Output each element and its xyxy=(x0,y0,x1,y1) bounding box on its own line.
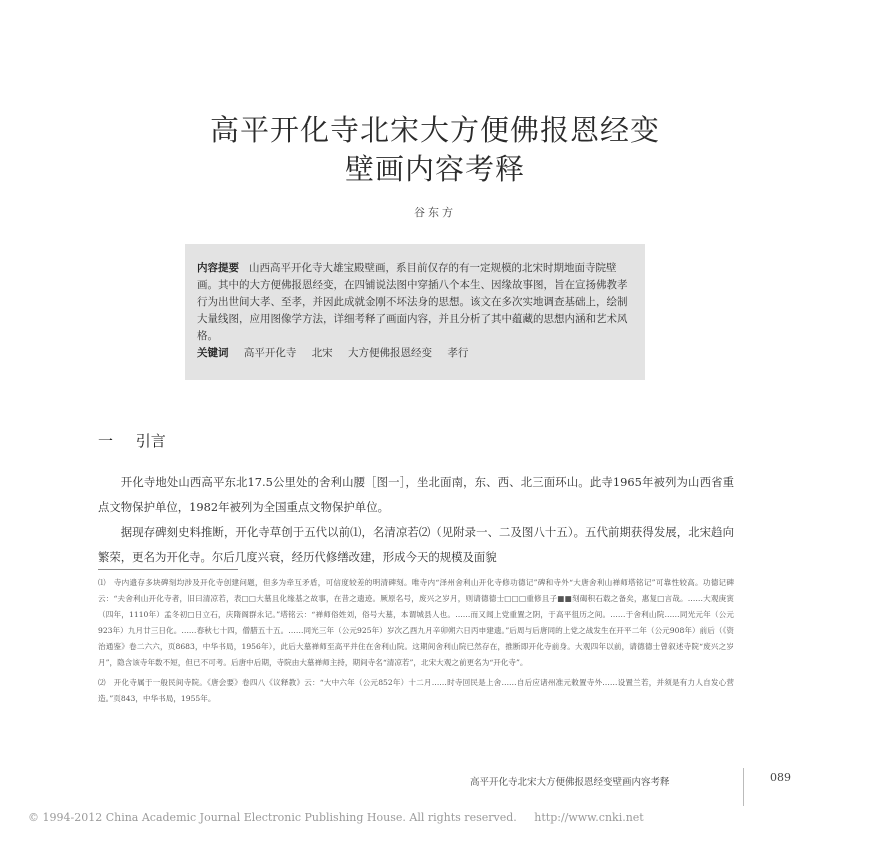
abstract-box xyxy=(185,244,645,380)
body-paragraph: 据现存碑刻史料推断，开化寺草创于五代以前⑴，名清凉若⑵（见附录一、二及图八十五）。五代前期获得发展，北宋趋向繁荣，更名为开化寺。尔后几度兴衰，经历代修缮改建，形成今天的规模及面貌 xyxy=(98,525,734,564)
abstract-label: 内容提要 xyxy=(197,262,239,274)
footnote xyxy=(98,575,734,671)
article-title-line-1: 高平开化寺北宋大方便佛报恩经变 xyxy=(209,113,660,147)
keyword: 孝行 xyxy=(447,347,469,359)
page-number: 089 xyxy=(770,771,791,784)
keywords-label: 关键词 xyxy=(197,347,229,359)
copyright-url[interactable]: http://www.cnki.net xyxy=(534,811,644,824)
article-title-line-2: 壁画内容考释 xyxy=(344,152,525,186)
running-title: 高平开化寺北宋大方便佛报恩经变壁画内容考释 xyxy=(470,777,670,788)
section-heading xyxy=(98,430,166,451)
footnote-text: 寺内遗存多块碑刻均涉及开化寺创建问题，但多为牵互矛盾，可信度较差的明清碑刻。唯寺内“泽州舍利山开化寺修功德记”碑和寺外“大唐舍利山禅师塔铭记”可靠性较高。功德记碑云：“夫舍利山开化寺者，旧曰清凉若，表□□大墓且化缘基之故事，在昔之遗迹。厥原名号，废兴之岁月，则请德德士□□□重修且子■■刻碣积石载之备矣，惠复□言哉。……大观庚寅（四年，1110年）孟冬初□日立石，庆隋阁群永记。”塔铭云：“禅师俗姓刘，俗号大墓，本谓城县人也。……而又闻上党重置之阴，于高平徂历之间。……于舍利山院……同光元年（公元923年）九月廿三日化。……春秋七十四，僧腊五十五。……同光三年（公元925年）岁次乙酉九月辛卯朔六日丙申建遗。”后周与后唐同的上党之战发生在开平二年（公元908年）前后（《资治通鉴》卷二六六，页8683，中华书局，1956年），此后大墓禅师至高平并住在舍利山院。这期间舍利山院已然存在，推断即开化寺前身。大观四年以前，请德德士曾叙述寺院“废兴之岁月”，隐含该寺年数不短，但已不可考。后唐中后期，寺院由大墓禅师主持，期间寺名“清凉若”，北宋大观之前更名为“开化寺”。 xyxy=(98,578,734,667)
footnotes xyxy=(98,575,734,711)
abstract-text: 山西高平开化寺大雄宝殿壁画，系目前仅存的有一定规模的北宋时期地面寺院壁画。其中的大方便佛报恩经变，在四铺说法图中穿插八个本生、因缘故事图，旨在宣扬佛教孝行为出世间大孝、至孝，并因此成就金刚不坏法身的思想。该文在多次实地调查基础上，绘制大量线图，应用图像学方法，详细考释了画面内容，并且分析了其中蕴藏的思想内涵和艺术风格。 xyxy=(197,262,628,342)
abstract-paragraph xyxy=(197,260,637,345)
footnote-mark: ⑴ xyxy=(98,578,106,587)
footnote xyxy=(98,675,734,707)
keyword: 北宋 xyxy=(311,347,333,359)
footnote-divider xyxy=(98,569,238,570)
footnote-text: 开化寺属于一般民间寺院。《唐会要》卷四八《议释教》云：“大中六年（公元852年）十二月……时寺回民是上舍……自后应诸州准元敕置寺外……设置兰若，并须是有力人自发心营造。”页843，中华书局，1955年。 xyxy=(98,678,735,703)
body-paragraph: 开化寺地处山西高平东北17.5公里处的舍利山腰［图一］，坐北面南，东、西、北三面环山。此寺1965年被列为山西省重点文物保护单位，1982年被列为全国重点文物保护单位。 xyxy=(98,475,734,514)
author-name: 谷东方 xyxy=(414,206,456,219)
page-number-divider xyxy=(743,768,744,806)
copyright-text: © 1994-2012 China Academic Journal Electronic Publishing House. All rights reserved. xyxy=(28,811,517,824)
keyword: 高平开化寺 xyxy=(243,347,297,359)
footnote-mark: ⑵ xyxy=(98,678,106,687)
section-title: 引言 xyxy=(135,432,166,450)
keywords-line xyxy=(197,345,637,362)
section-number: 一 xyxy=(98,432,114,450)
copyright-footer xyxy=(28,811,644,824)
keyword: 大方便佛报恩经变 xyxy=(348,347,433,359)
body-text xyxy=(98,470,734,570)
